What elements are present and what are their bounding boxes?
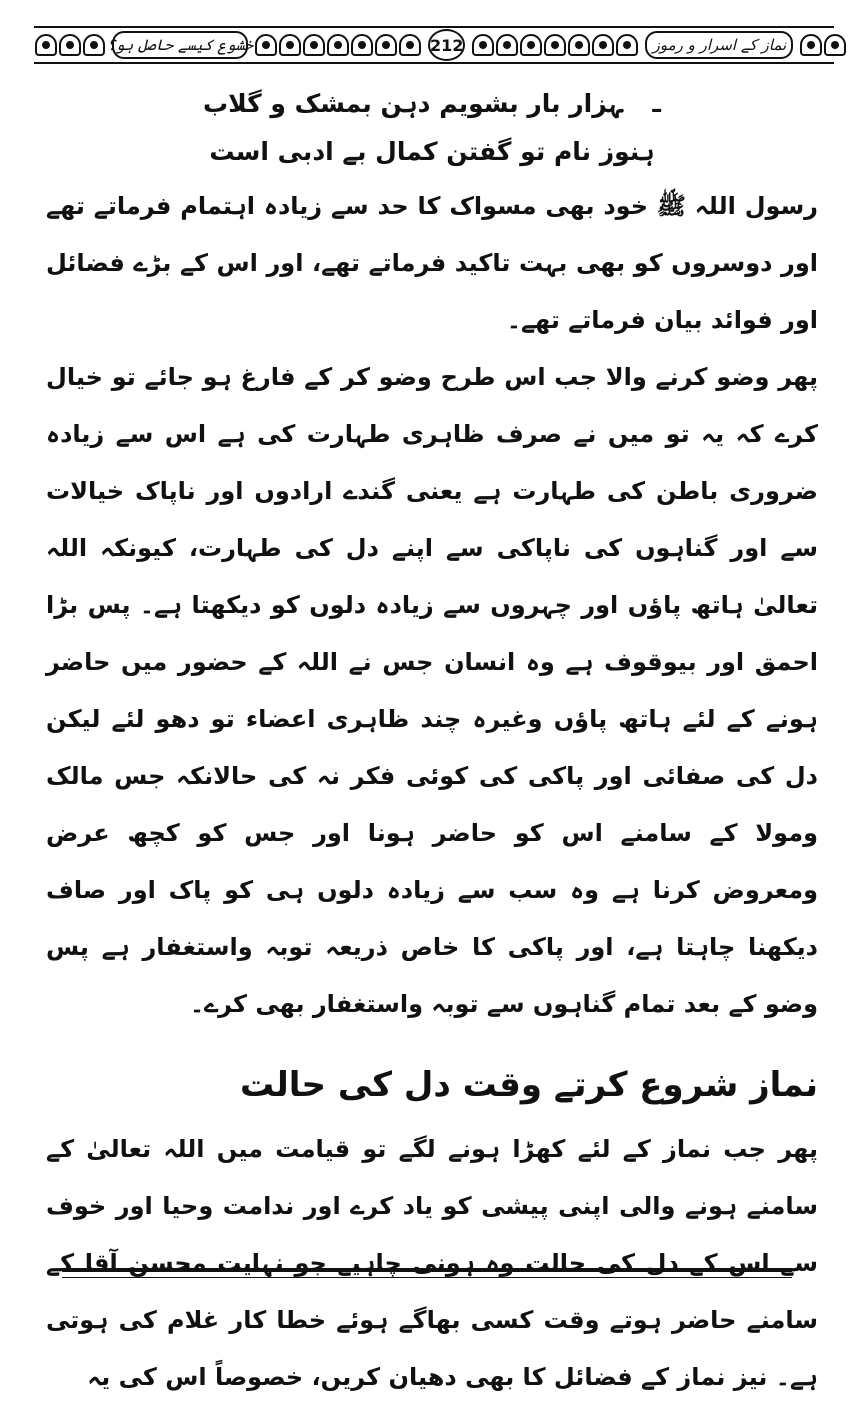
page-body: [46, 80, 818, 1406]
ornament-row-mid-right: [471, 28, 639, 62]
verse-marker: ـ: [652, 89, 661, 118]
ornament-icon: [303, 34, 325, 56]
ornament-icon: [520, 34, 542, 56]
paragraph: رسول اللہ ﷺ خود بھی مسواک کا حد سے زیادہ اہتمام فرماتے تھے اور دوسروں کو بھی بہت تاکید فرماتے تھے، اور اس کے بڑے فضائل اور فوائد بیان فرماتے تھے۔: [46, 192, 818, 334]
ornament-icon: [544, 34, 566, 56]
ornament-icon: [351, 34, 373, 56]
chapter-title: خشوع کیسے حاصل ہو؟: [112, 31, 248, 59]
ornament-row-mid-left: [254, 28, 422, 62]
footer-rule: [62, 1268, 792, 1272]
ornament-row-right: [799, 28, 847, 62]
paragraph: پھر جب نماز کے لئے کھڑا ہونے لگے تو قیامت میں اللہ تعالیٰ کے سامنے ہونے والی اپنی پیشی کو یاد کرے اور ندامت وحیا اور خوف سے اس کے دل کی حالت وہ ہونی چاہیے جو نہایت محسن آقا کے سامنے حاضر ہوتے وقت کسی بھاگے ہوئے خطا کار غلام کی ہوتی ہے۔ نیز نماز کے فضائل کا بھی دھیان کریں، خصوصاً اس کی یہ: [46, 1135, 818, 1391]
page-number: 212: [428, 29, 465, 61]
ornament-icon: [279, 34, 301, 56]
ornament-icon: [472, 34, 494, 56]
ornament-row-left: [34, 28, 106, 62]
ornament-icon: [592, 34, 614, 56]
ornament-icon: [399, 34, 421, 56]
ornament-icon: [375, 34, 397, 56]
page-header: [34, 26, 834, 64]
ornament-icon: [496, 34, 518, 56]
footer-rule-thin: [62, 1277, 792, 1278]
ornament-icon: [59, 34, 81, 56]
paragraph: پھر وضو کرنے والا جب اس طرح وضو کر کے فارغ ہو جائے تو خیال کرے کہ یہ تو میں نے صرف ظاہری طہارت کی ہے اس سے زیادہ ضروری باطن کی طہارت ہے یعنی گندے ارادوں اور ناپاک خیالات سے اور گناہوں کی ناپاکی سے اپنے دل کی طہارت، کیونکہ اللہ تعالیٰ ہاتھ پاؤں اور چہروں سے زیادہ دلوں کو دیکھتا ہے۔ پس بڑا احمق اور بیوقوف ہے وہ انسان جس نے اللہ کے حضور میں حاضر ہونے کے لئے ہاتھ پاؤں وغیرہ چند ظاہری اعضاء تو دھو لئے لیکن دل کی صفائی اور پاکی کی کوئی فکر نہ کی حالانکہ جس مالک ومولا کے سامنے اس کو حاضر ہونا اور جس کو کچھ عرض ومعروض کرنا ہے وہ سب سے زیادہ دلوں ہی کو پاک اور صاف دیکھنا چاہتا ہے، اور پاکی کا خاص ذریعہ توبہ واستغفار ہے پس وضو کے بعد تمام گناہوں سے توبہ واستغفار بھی کرے۔: [46, 363, 818, 1018]
ornament-icon: [824, 34, 846, 56]
ornament-icon: [616, 34, 638, 56]
verse-line-2: ہنوز نام تو گفتن کمال بے ادبی است: [209, 137, 655, 166]
ornament-icon: [800, 34, 822, 56]
ornament-icon: [568, 34, 590, 56]
ornament-icon: [327, 34, 349, 56]
book-title: نماز کے اسرار و رموز: [645, 31, 793, 59]
verse-line-1: [46, 80, 818, 128]
ornament-icon: [35, 34, 57, 56]
verse-line-1-text: ہزار بار بشویم دہن بمشک و گلاب: [203, 89, 623, 118]
section-heading: نماز شروع کرتے وقت دل کی حالت: [239, 1065, 818, 1105]
ornament-icon: [83, 34, 105, 56]
ornament-icon: [255, 34, 277, 56]
